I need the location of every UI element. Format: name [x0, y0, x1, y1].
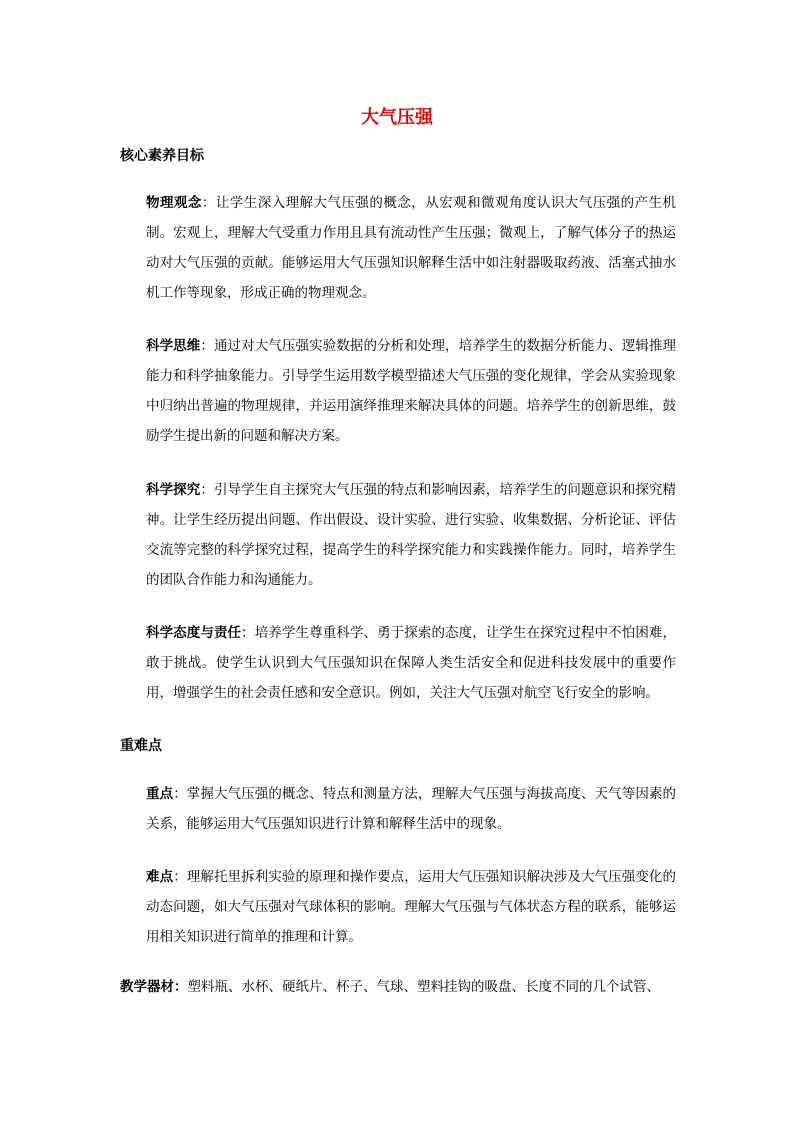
- document-title: 大气压强: [361, 107, 433, 128]
- label-separator: ：: [173, 869, 187, 885]
- paragraph-text: 通过对大气压强实验数据的分析和处理，培养学生的数据分析能力、逻辑推理能力和科学抽象能力。引导学生运用数学模型描述大气压强的变化规律，学会从实验现象中归纳出普遍的物理规律，并运用演绎推理来解决具体的问题。培养学生的创新思维，鼓励学生提出新的问题和解决方案。: [146, 338, 677, 444]
- paragraph-scientific-thinking: [146, 331, 676, 451]
- section-heading-core-goals: 核心素养目标: [120, 148, 204, 164]
- paragraph-text: 理解托里拆利实验的原理和操作要点，运用大气压强知识解决涉及大气压强变化的动态问题，如大气压强对气球体积的影响。理解大气压强与气体状态方程的联系，能够运用相关知识进行简单的推理和计算。: [146, 869, 677, 945]
- paragraph-label: 科学态度与责任: [146, 625, 242, 641]
- paragraph-label: 科学探究: [146, 482, 201, 498]
- equipment-separator: ：: [174, 979, 188, 995]
- section-heading-key-points: 重难点: [120, 738, 162, 754]
- paragraph-label: 物理观念: [146, 195, 202, 211]
- paragraph-key-point: [146, 779, 676, 839]
- label-separator: ：: [200, 482, 214, 498]
- paragraph-attitude-responsibility: [146, 618, 676, 708]
- paragraph-text: 让学生深入理解大气压强的概念，从宏观和微观角度认识大气压强的产生机制。宏观上，理解大气受重力作用且具有流动性产生压强；微观上，了解气体分子的热运动对大气压强的贡献。能够运用大气压强知识解释生活中如注射器吸取药液、活塞式抽水机工作等现象，形成正确的物理观念。: [146, 195, 677, 301]
- paragraph-label: 科学思维: [146, 338, 201, 354]
- label-separator: ：: [241, 625, 255, 641]
- paragraph-label: 重点: [146, 786, 174, 802]
- equipment-text: 塑料瓶、水杯、硬纸片、杯子、气球、塑料挂钩的吸盘、长度不同的几个试管、: [187, 979, 660, 995]
- teaching-equipment: [120, 976, 680, 998]
- paragraph-text: 引导学生自主探究大气压强的特点和影响因素，培养学生的问题意识和探究精神。让学生经历提出问题、作出假设、设计实验、进行实验、收集数据、分析论证、评估交流等完整的科学探究过程，提高学生的科学探究能力和实践操作能力。同时，培养学生的团队合作能力和沟通能力。: [146, 482, 677, 588]
- paragraph-text: 培养学生尊重科学、勇于探索的态度，让学生在探究过程中不怕困难，敢于挑战。使学生认识到大气压强知识在保障人类生活安全和促进科技发展中的重要作用，增强学生的社会责任感和安全意识。例如，关注大气压强对航空飞行安全的影响。: [146, 625, 677, 701]
- paragraph-label: 难点: [146, 869, 174, 885]
- paragraph-physics-concept: [146, 188, 676, 308]
- paragraph-text: 掌握大气压强的概念、特点和测量方法，理解大气压强与海拔高度、天气等因素的关系，能够运用大气压强知识进行计算和解释生活中的现象。: [146, 786, 677, 832]
- equipment-label: 教学器材: [120, 979, 174, 995]
- paragraph-difficult-point: [146, 862, 676, 952]
- paragraph-scientific-inquiry: [146, 475, 676, 595]
- label-separator: ：: [173, 786, 187, 802]
- label-separator: ：: [200, 338, 214, 354]
- label-separator: ：: [201, 195, 216, 211]
